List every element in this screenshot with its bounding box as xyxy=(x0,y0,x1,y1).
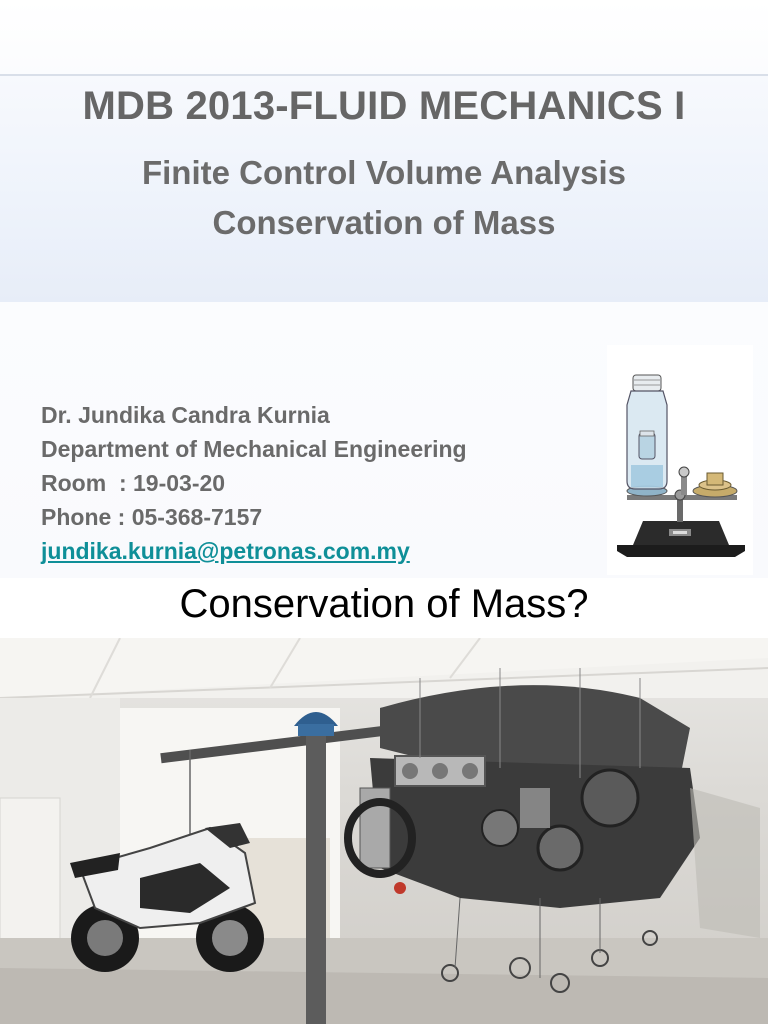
author-phone: Phone : 05-368-7157 xyxy=(41,504,263,530)
slide2-title: Conservation of Mass? xyxy=(179,582,589,626)
scale-photo xyxy=(0,638,768,1024)
motorcycle-and-parts-scale-photo xyxy=(0,638,768,1024)
author-info xyxy=(41,398,467,568)
author-email-link[interactable]: jundika.kurnia@petronas.com.my xyxy=(41,538,410,564)
balance-scale-icon xyxy=(607,345,753,575)
header-strip xyxy=(0,0,768,74)
subtitle-line-2: Conservation of Mass xyxy=(212,204,556,241)
balance-scale-illustration xyxy=(607,345,753,575)
author-department: Department of Mechanical Engineering xyxy=(41,436,467,462)
author-name: Dr. Jundika Candra Kurnia xyxy=(41,402,330,428)
course-title: MDB 2013-FLUID MECHANICS I xyxy=(82,84,686,128)
subtitle-line-1: Finite Control Volume Analysis xyxy=(141,154,627,191)
author-room: Room : 19-03-20 xyxy=(41,470,226,496)
